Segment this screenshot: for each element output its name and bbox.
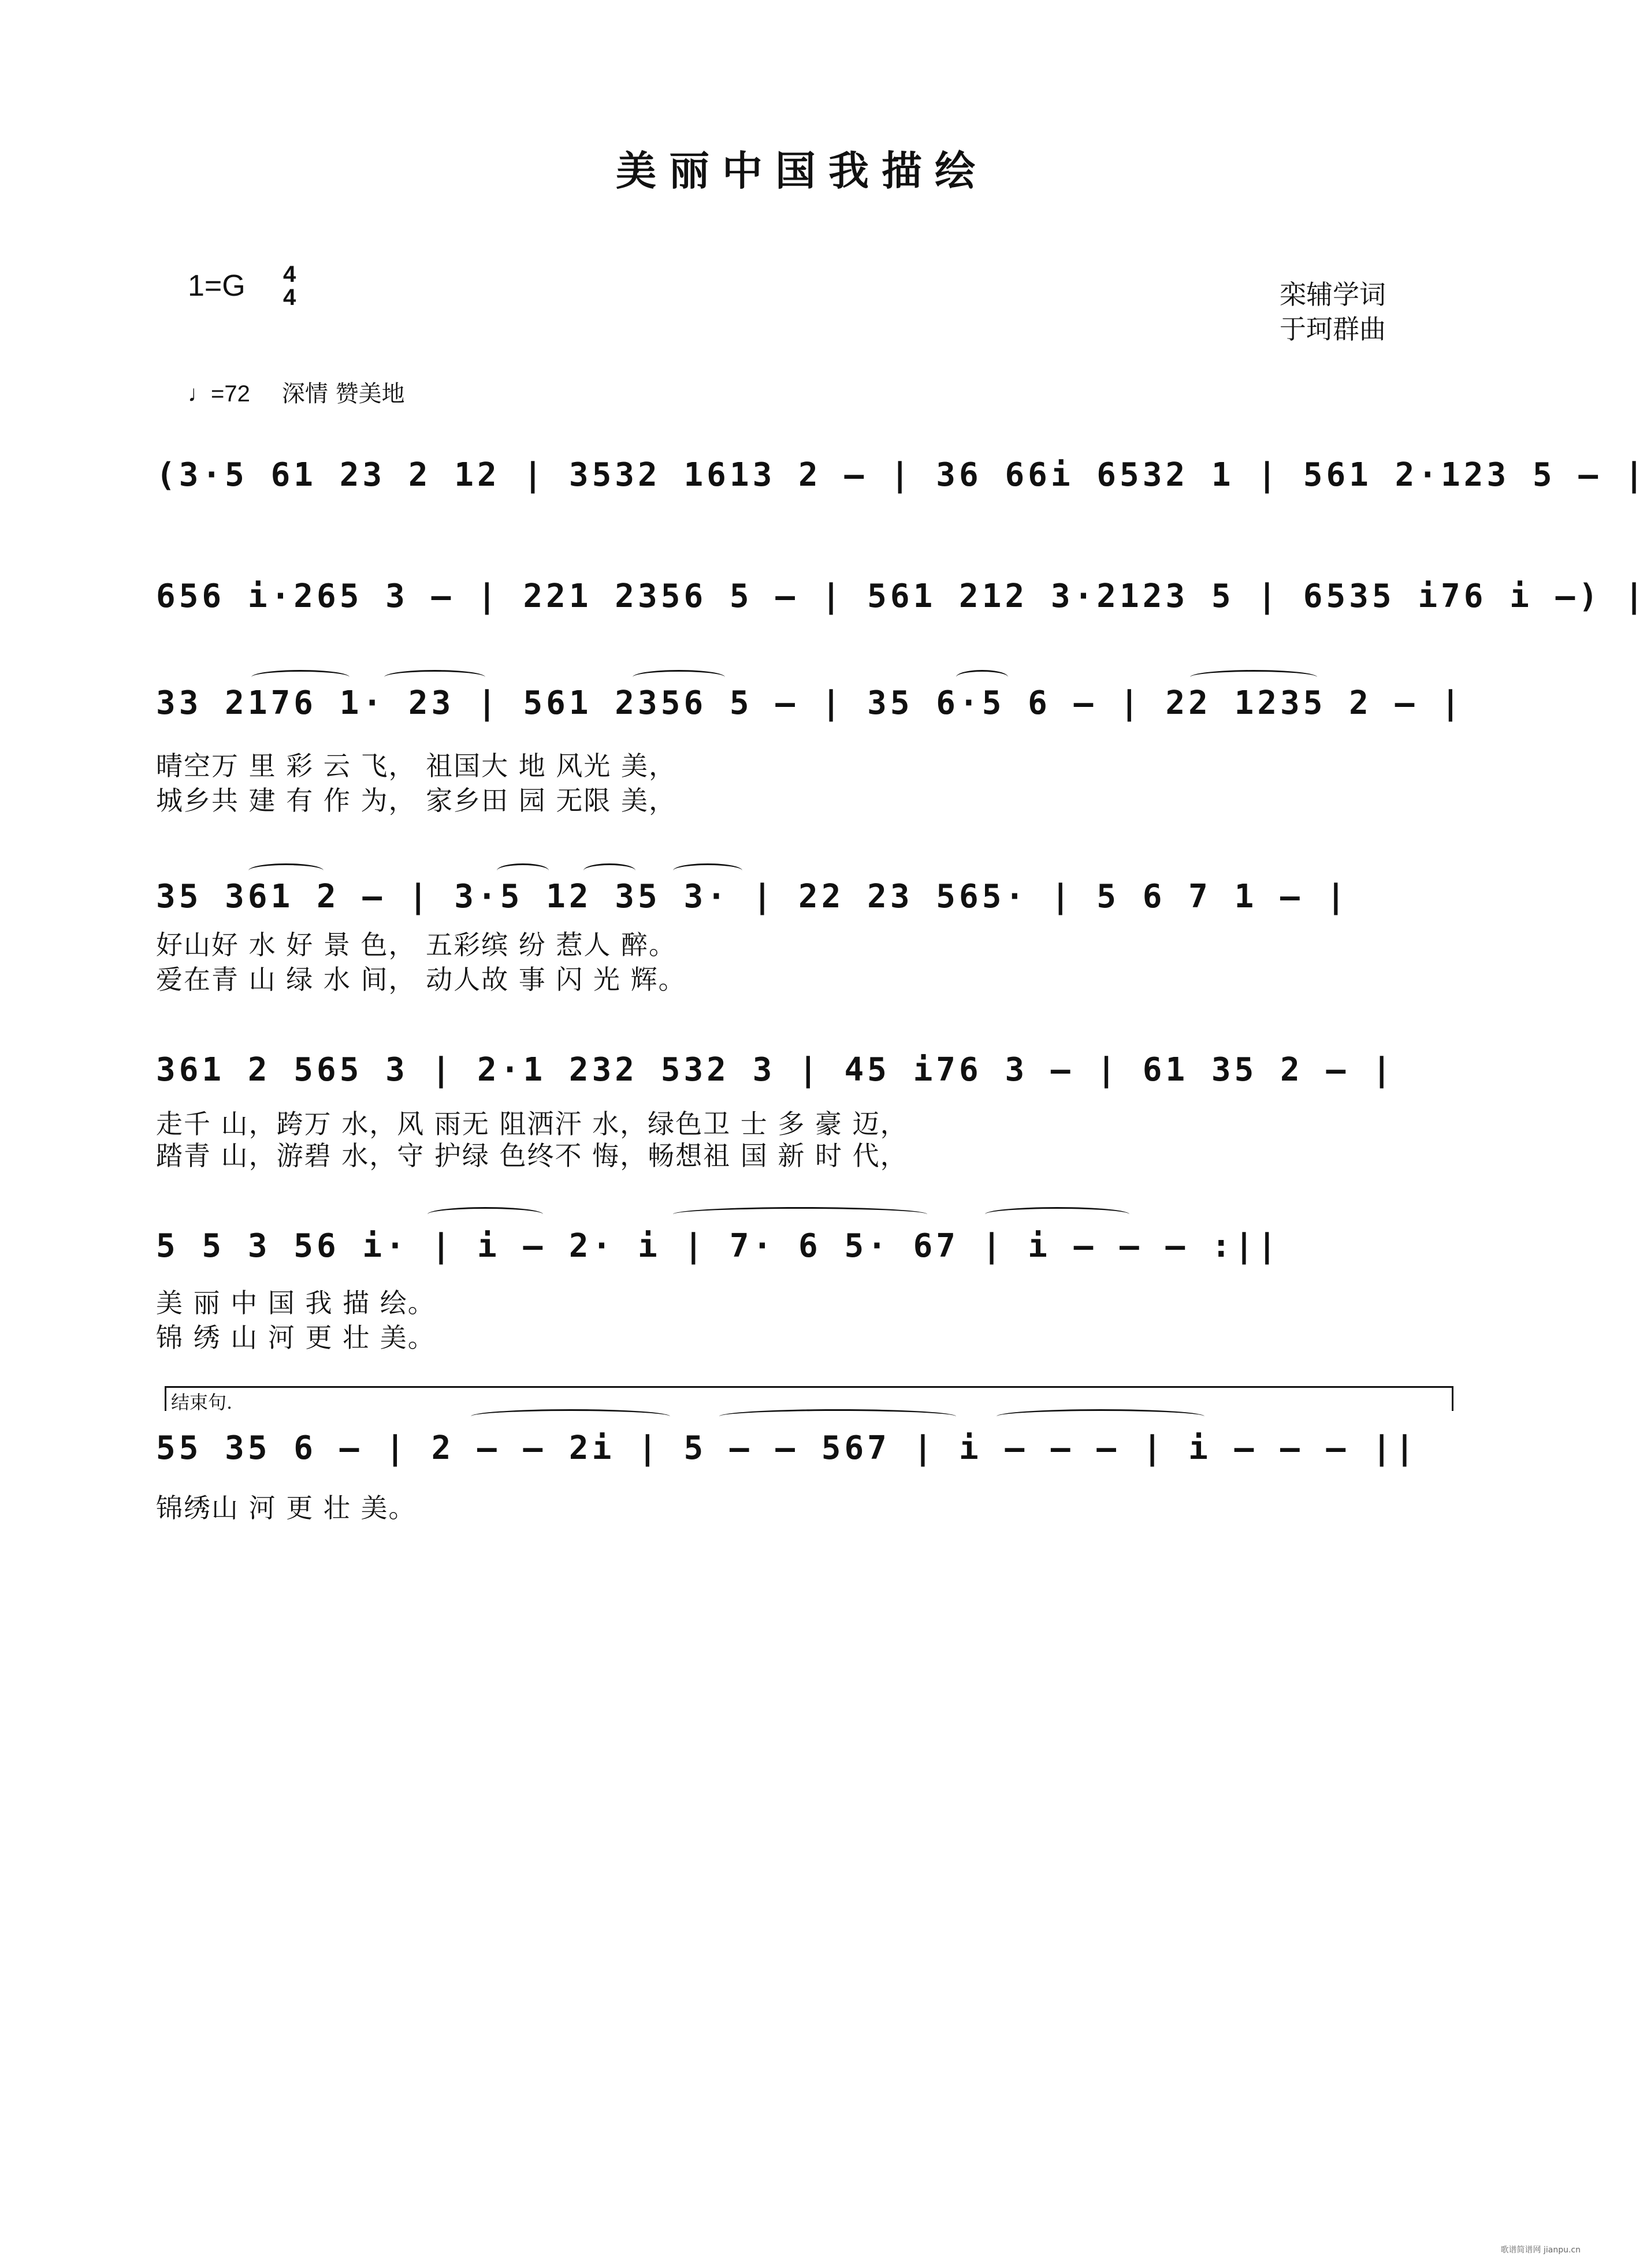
slur	[997, 1409, 1204, 1424]
time-signature	[283, 263, 296, 309]
lyric-line-6-verse-2: 锦 绣 山 河 更 壮 美。	[156, 1322, 436, 1353]
credits	[1280, 277, 1386, 347]
lyric-line-3-verse-1: 晴空万 里 彩 云 飞， 祖国大 地 风光 美，	[156, 750, 676, 781]
slur	[384, 670, 485, 684]
ending-bracket	[165, 1386, 1453, 1411]
slur	[427, 1207, 543, 1221]
slur	[633, 670, 725, 684]
slur	[583, 863, 635, 878]
slur	[1190, 670, 1317, 684]
notation-line-7: 55 35 6 – | 2 – – 2i | 5 – – 567 | i – – – | i – – – ||	[156, 1429, 1418, 1467]
lyric-line-5-verse-2: 踏青 山，游碧 水，守 护绿 色终不 悔，畅想祖 国 新 时 代，	[156, 1140, 908, 1171]
lyric-line-5-verse-1: 走千 山，跨万 水，风 雨无 阻洒汗 水，绿色卫 士 多 豪 迈，	[156, 1108, 908, 1139]
lyric-line-6-verse-1: 美 丽 中 国 我 描 绘。	[156, 1287, 436, 1319]
metronome-mark: ♩=72	[188, 381, 250, 407]
slur	[251, 670, 350, 684]
composer-credit: 于珂群曲	[1280, 314, 1386, 345]
notation-line-5: 361 2 565 3 | 2·1 232 532 3 | 45 i76 3 – | 61 35 2 – |	[156, 1051, 1395, 1089]
time-signature-top: 4	[283, 262, 296, 287]
ending-label: 结束句.	[171, 1391, 233, 1413]
tempo-marking	[188, 375, 405, 408]
notation-line-4: 35 361 2 – | 3·5 12 35 3· | 22 23 565· | 5 6 7 1 – |	[156, 878, 1349, 915]
lyric-line-7: 锦绣山 河 更 壮 美。	[156, 1492, 417, 1524]
lyricist-credit: 栾辅学词	[1280, 279, 1386, 310]
time-signature-bottom: 4	[283, 285, 296, 310]
watermark: 歌谱简谱网 jianpu.cn	[1500, 2245, 1581, 2255]
slur	[497, 863, 549, 878]
lyric-line-4-verse-1: 好山好 水 好 景 色， 五彩缤 纷 惹人 醉。	[156, 929, 676, 960]
notation-line-6: 5 5 3 56 i· | i – 2· i | 7· 6 5· 67 | i – – – :||	[156, 1227, 1281, 1265]
notation-line-3: 33 2176 1· 23 | 561 2356 5 – | 35 6·5 6 – | 22 1235 2 – |	[156, 684, 1464, 722]
slur	[673, 863, 742, 878]
slur	[673, 1207, 927, 1221]
expression-mark: 深情 赞美地	[281, 381, 405, 407]
slur	[719, 1409, 956, 1424]
notation-line-1: (3·5 61 23 2 12 | 3532 1613 2 – | 36 66i 6532 1 | 561 2·123 5 – |	[156, 456, 1647, 494]
lyric-line-4-verse-2: 爱在青 山 绿 水 间， 动人故 事 闪 光 辉。	[156, 964, 686, 995]
lyric-line-3-verse-2: 城乡共 建 有 作 为， 家乡田 园 无限 美，	[156, 785, 676, 816]
key-signature: 1=G	[188, 269, 246, 303]
notation-line-2: 656 i·265 3 – | 221 2356 5 – | 561 212 3·2123 5 | 6535 i76 i –) |	[156, 578, 1647, 615]
song-title: 美丽中国我描绘	[616, 147, 988, 195]
slur	[956, 670, 1008, 684]
slur	[985, 1207, 1129, 1221]
slur	[248, 863, 324, 878]
slur	[471, 1409, 670, 1424]
